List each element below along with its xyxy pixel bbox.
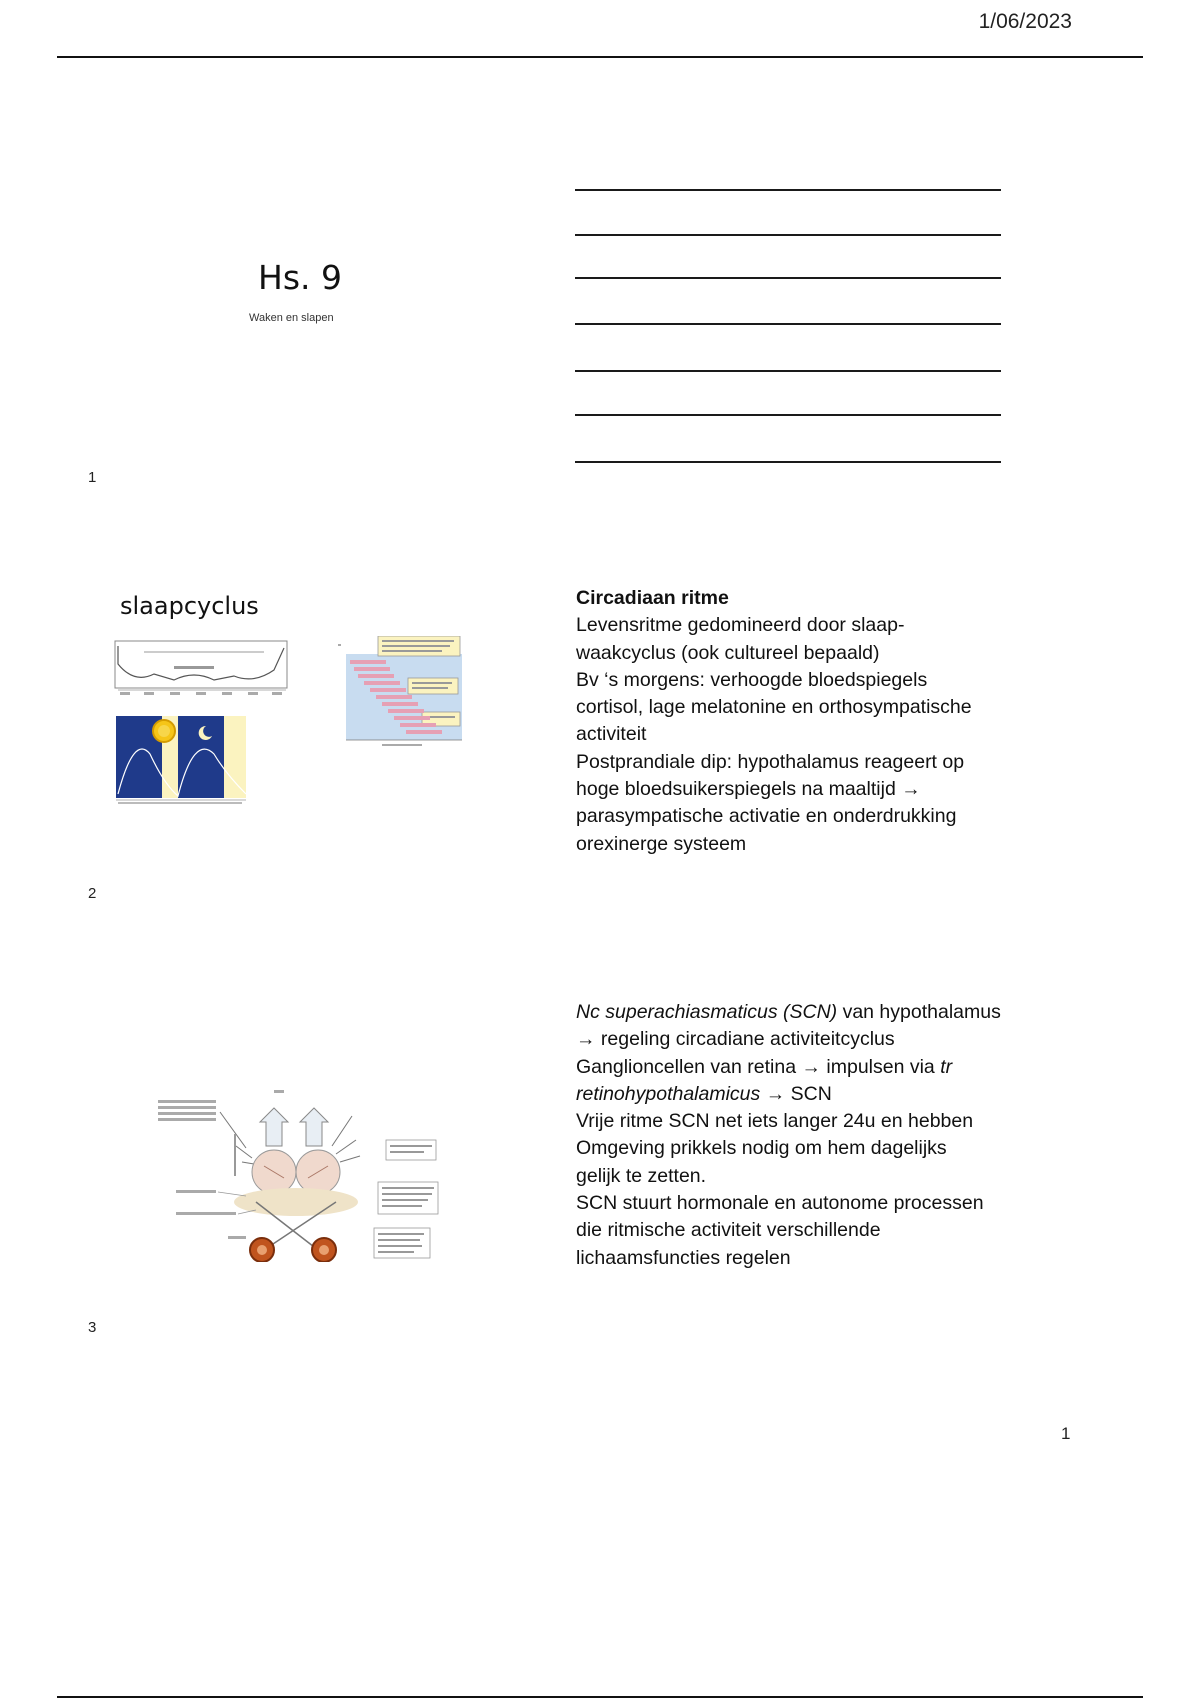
scn-retina-figure	[156, 1086, 440, 1262]
note-line	[575, 461, 1001, 463]
notes-italic: retinohypothalamicus	[576, 1082, 761, 1105]
notes-line: waakcyclus (ook cultureel bepaald)	[576, 641, 880, 664]
notes-line: Omgeving prikkels nodig om hem dagelijks	[576, 1137, 947, 1160]
notes-line: activiteit	[576, 723, 647, 746]
sleep-stages-figure	[114, 640, 290, 696]
header-divider	[57, 56, 1143, 58]
notes-line: lichaamsfuncties regelen	[576, 1246, 791, 1269]
notes-italic: tr	[940, 1055, 953, 1078]
slide-3-number: 3	[88, 1319, 97, 1336]
note-line	[575, 277, 1001, 279]
slide-2-notes	[576, 585, 1016, 858]
note-line	[575, 370, 1001, 372]
notes-line: Bv ‘s morgens: verhoogde bloedspiegels	[576, 668, 928, 691]
notes-line: gelijk te zetten.	[576, 1164, 707, 1187]
slide-2-number: 2	[88, 885, 97, 902]
notes-italic: Nc superachiasmaticus (SCN)	[576, 1001, 838, 1023]
footer-divider	[57, 1696, 1143, 1698]
notes-line: cortisol, lage melatonine en orthosympatische	[576, 696, 972, 719]
notes-line: → regeling circadiane activiteitcyclus	[576, 1028, 895, 1051]
slide-1-number: 1	[88, 469, 97, 486]
slide-2-title: slaapcyclus	[120, 592, 259, 620]
slide-1-subtitle: Waken en slapen	[249, 312, 334, 324]
notes-line: Levensritme gedomineerd door slaap-	[576, 614, 905, 637]
notes-line: Ganglioncellen van retina → impulsen via tr	[576, 1055, 953, 1078]
note-line	[575, 189, 1001, 191]
page-number: 1	[1061, 1424, 1071, 1443]
sleep-phase-shift-figure	[338, 636, 466, 750]
notes-line: die ritmische activiteit verschillende	[576, 1219, 881, 1242]
note-line	[575, 414, 1001, 416]
header-date: 1/06/2023	[978, 10, 1072, 33]
notes-line: Nc superachiasmaticus (SCN) van hypothalamus	[576, 1001, 1001, 1023]
notes-heading: Circadiaan ritme	[576, 587, 729, 609]
slide-1-title: Hs. 9	[258, 258, 342, 297]
note-line	[575, 234, 1001, 236]
note-line	[575, 323, 1001, 325]
notes-line: hoge bloedsuikerspiegels na maaltijd →	[576, 778, 921, 801]
notes-line: Vrije ritme SCN net iets langer 24u en hebben	[576, 1110, 974, 1133]
notes-line: Postprandiale dip: hypothalamus reageert op	[576, 750, 965, 773]
notes-line: parasympatische activatie en onderdrukking	[576, 805, 957, 828]
slide-3-notes	[576, 999, 1046, 1272]
notes-line: orexinerge systeem	[576, 832, 747, 855]
notes-line: SCN stuurt hormonale en autonome processen	[576, 1192, 984, 1215]
day-night-figure	[114, 714, 250, 806]
notes-line: retinohypothalamicus → SCN	[576, 1082, 832, 1105]
